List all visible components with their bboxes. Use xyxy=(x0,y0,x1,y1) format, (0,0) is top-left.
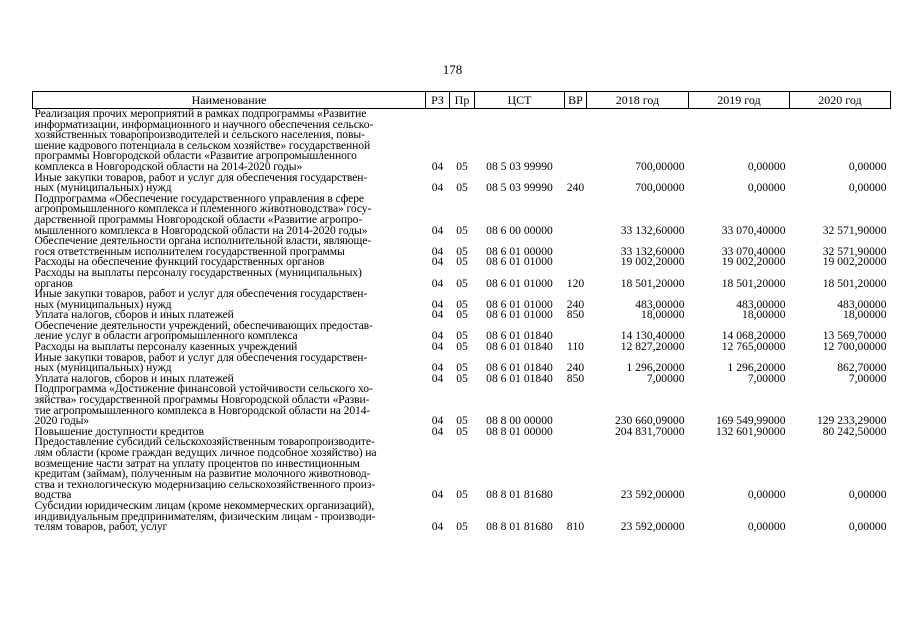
row-2020-cell: 18 501,20000 xyxy=(822,276,887,290)
row-cst-cell: 08 6 01 01840 xyxy=(486,371,553,385)
row-name-line: Предоставление субсидий сельскохозяйственным товаропроизводите- xyxy=(34,435,375,449)
row-2020-cell: 483,00000 xyxy=(837,297,887,311)
row-pr-cell: 05 xyxy=(456,297,468,311)
row-vr-cell: 240 xyxy=(566,361,585,375)
header-vr: ВР xyxy=(565,92,587,109)
row-2018-cell: 700,00000 xyxy=(635,181,685,195)
row-cst-cell: 08 6 01 01000 xyxy=(486,276,553,290)
row-name-line: органов xyxy=(34,276,73,290)
row-2020-cell: 7,00000 xyxy=(848,371,887,385)
page-number: 178 xyxy=(442,62,463,77)
row-2019-cell: 33 070,40000 xyxy=(721,244,786,258)
row-cst-cell: 08 6 00 00000 xyxy=(486,223,553,237)
row-name-cell xyxy=(33,170,426,195)
header-rz: РЗ xyxy=(426,92,450,109)
row-name-line: телям товаров, работ, услуг xyxy=(34,520,168,534)
row-name-line: гося ответственным исполнителем государственной программы xyxy=(34,244,345,258)
row-2018-cell: 33 132,60000 xyxy=(620,223,685,237)
row-2018-cell: 23 592,00000 xyxy=(620,520,685,534)
row-vr-cell xyxy=(565,257,587,268)
row-2018-cell: 19 002,20000 xyxy=(620,255,685,269)
row-vr-cell xyxy=(565,437,587,501)
row-name-line: ных (муниципальных) нужд xyxy=(34,361,172,375)
row-rz-cell: 04 xyxy=(431,340,444,354)
row-2019-cell: 18 501,20000 xyxy=(721,276,786,290)
row-vr-cell: 850 xyxy=(566,308,585,322)
row-name-cell xyxy=(33,350,426,375)
row-rz-cell: 04 xyxy=(431,297,444,311)
row-vr-cell: 240 xyxy=(566,181,585,195)
row-vr-cell xyxy=(565,427,587,438)
table-row xyxy=(33,353,891,374)
row-name-line: Обеспечение деятельности учреждений, обеспечивающих предостав- xyxy=(34,318,373,332)
row-name-line: Иные закупки товаров, работ и услуг для обеспечения государствен- xyxy=(34,170,368,184)
header-pr: Пр xyxy=(450,92,475,109)
row-rz-cell: 04 xyxy=(431,223,444,237)
row-name-line: водства xyxy=(34,488,72,502)
row-2020-cell: 80 242,50000 xyxy=(822,424,887,438)
row-2019-cell: 7,00000 xyxy=(747,371,786,385)
row-name-line: зяйства» государственной программы Новгородской области «Разви- xyxy=(34,393,370,407)
row-vr-cell: 810 xyxy=(566,520,585,534)
row-2019-cell: 18,00000 xyxy=(742,308,786,322)
row-2019-cell: 19 002,20000 xyxy=(721,255,786,269)
row-2018-cell: 23 592,00000 xyxy=(620,488,685,502)
row-name-line: Подпрограмма «Достижение финансовой устойчивости сельского хо- xyxy=(34,382,373,396)
row-name-line: Иные закупки товаров, работ и услуг для обеспечения государствен- xyxy=(34,350,368,364)
row-name-line: Обеспечение деятельности органа исполнительной власти, являюще- xyxy=(34,234,372,248)
row-rz-cell: 04 xyxy=(431,255,444,269)
row-2020-cell: 32 571,90000 xyxy=(822,244,887,258)
row-2018-cell: 700,00000 xyxy=(635,159,685,173)
row-2019-cell: 12 765,00000 xyxy=(721,340,786,354)
table-body xyxy=(33,109,891,533)
table-row xyxy=(33,194,891,236)
row-vr-cell xyxy=(565,236,587,257)
row-2019-cell: 0,00000 xyxy=(747,159,786,173)
row-2018-cell: 7,00000 xyxy=(646,371,685,385)
row-rz-cell: 04 xyxy=(431,308,444,322)
row-2019-cell: 483,00000 xyxy=(736,297,786,311)
row-2020-cell: 862,70000 xyxy=(837,361,887,375)
table-row xyxy=(33,268,891,289)
header-name: Наименование xyxy=(33,92,426,109)
row-2019-cell: 0,00000 xyxy=(747,488,786,502)
row-cst-cell: 08 6 01 01840 xyxy=(486,329,553,343)
row-cst-cell: 08 8 00 00000 xyxy=(486,414,553,428)
row-pr-cell: 05 xyxy=(456,329,468,343)
row-cst-cell: 08 8 01 00000 xyxy=(486,424,553,438)
row-2018-cell: 204 831,70000 xyxy=(614,424,685,438)
row-name-line: Повышение доступности кредитов xyxy=(34,424,204,438)
row-2020-cell: 18,00000 xyxy=(843,308,887,322)
row-name-line: Уплата налогов, сборов и иных платежей xyxy=(34,371,234,385)
row-pr-cell: 05 xyxy=(456,181,468,195)
row-2018-cell: 230 660,09000 xyxy=(614,414,685,428)
row-pr-cell: 05 xyxy=(456,340,468,354)
row-cst-cell: 08 6 01 01840 xyxy=(486,340,553,354)
header-2019: 2019 год xyxy=(689,92,790,109)
row-rz-cell: 04 xyxy=(431,244,444,258)
table-row xyxy=(33,437,891,501)
row-name-line: ление услуг в области агропромышленного комплекса xyxy=(34,329,298,343)
row-2020-cell: 19 002,20000 xyxy=(822,255,887,269)
row-2018-cell: 33 132,60000 xyxy=(620,244,685,258)
row-cst-cell: 08 5 03 99990 xyxy=(486,181,553,195)
table-header-row xyxy=(33,92,891,109)
row-name-cell xyxy=(33,236,426,257)
row-name-cell xyxy=(33,318,426,343)
row-cst-cell: 08 6 01 01000 xyxy=(486,308,553,322)
row-vr-cell: 120 xyxy=(566,276,585,290)
row-2019-cell: 169 549,99000 xyxy=(715,414,786,428)
table-row xyxy=(33,321,891,342)
row-vr-cell xyxy=(565,194,587,236)
row-name-line: Уплата налогов, сборов и иных платежей xyxy=(34,308,234,322)
row-name-cell xyxy=(33,265,426,290)
row-2018-cell: 1 296,20000 xyxy=(626,361,685,375)
row-pr-cell: 05 xyxy=(456,276,468,290)
row-name-line: ства и технологическую модернизацию сельскохозяйственного произ- xyxy=(34,477,376,491)
row-pr-cell: 05 xyxy=(456,308,468,322)
row-2019-cell: 33 070,40000 xyxy=(721,223,786,237)
row-rz-cell: 04 xyxy=(431,414,444,428)
row-rz-cell: 04 xyxy=(431,361,444,375)
row-name-line: Реализация прочих мероприятий в рамках подпрограммы «Развитие xyxy=(34,107,367,120)
row-name-line: 2020 годы» xyxy=(34,414,90,428)
row-2019-cell: 1 296,20000 xyxy=(727,361,786,375)
table-row xyxy=(33,289,891,310)
row-vr-cell xyxy=(565,384,587,426)
row-2020-cell: 0,00000 xyxy=(848,488,887,502)
header-2018: 2018 год xyxy=(587,92,689,109)
row-name-cell xyxy=(33,437,426,501)
row-2019-cell: 0,00000 xyxy=(747,181,786,195)
table-row xyxy=(33,501,891,533)
row-2020-cell: 0,00000 xyxy=(848,520,887,534)
row-2019-cell: 0,00000 xyxy=(747,520,786,534)
row-2019-cell: 14 068,20000 xyxy=(721,329,786,343)
row-2019-cell: 132 601,90000 xyxy=(715,424,786,438)
row-name-line: Иные закупки товаров, работ и услуг для обеспечения государствен- xyxy=(34,287,368,301)
row-rz-cell: 04 xyxy=(431,181,444,195)
row-name-line: Расходы на обеспечение функций государственных органов xyxy=(34,255,325,269)
row-name-line: возмещение части затрат на уплату процентов по инвестиционным xyxy=(34,456,360,470)
row-pr-cell: 05 xyxy=(456,520,468,534)
row-name-cell xyxy=(33,191,426,237)
row-2018-cell: 483,00000 xyxy=(635,297,685,311)
row-rz-cell: 04 xyxy=(431,329,444,343)
row-name-line: индивидуальным предпринимателям, физическим лицам - производи- xyxy=(34,509,376,523)
row-pr-cell: 05 xyxy=(456,255,468,269)
row-name-cell xyxy=(33,109,426,173)
row-2020-cell: 0,00000 xyxy=(848,181,887,195)
row-pr-cell: 05 xyxy=(456,371,468,385)
row-pr-cell: 05 xyxy=(456,159,468,173)
row-2018-cell: 18,00000 xyxy=(641,308,685,322)
row-name-cell xyxy=(33,384,426,426)
row-name-line: агропромышленного комплекса и племенного животноводства» госу- xyxy=(34,202,372,216)
row-2020-cell: 13 569,70000 xyxy=(822,329,887,343)
row-vr-cell: 850 xyxy=(566,371,585,385)
row-name-line: ных (муниципальных) нужд xyxy=(34,297,172,311)
row-rz-cell: 04 xyxy=(431,276,444,290)
row-2020-cell: 32 571,90000 xyxy=(822,223,887,237)
row-cst-cell: 08 8 01 81680 xyxy=(486,488,553,502)
row-name-cell xyxy=(33,498,426,534)
row-pr-cell: 05 xyxy=(456,361,468,375)
row-vr-cell xyxy=(565,321,587,342)
row-name-line: дарственной программы Новгородской области «Развитие агропро- xyxy=(34,212,363,226)
row-name-line: комплекса в Новгородской области на 2014-2020 годы» xyxy=(34,159,303,173)
row-cst-cell: 08 6 01 01000 xyxy=(486,255,553,269)
row-name-line: Расходы на выплаты персоналу государственных (муниципальных) xyxy=(34,265,362,279)
row-name-line: Расходы на выплаты персоналу казенных учреждений xyxy=(34,340,298,354)
row-cst-cell: 08 5 03 99990 xyxy=(486,159,553,173)
row-name-line: хозяйственных товаропроизводителей и сельского населения, повы- xyxy=(34,128,365,142)
row-name-line: Подпрограмма «Обеспечение государственного управления в сфере xyxy=(34,191,364,205)
row-name-line: лям области (кроме граждан ведущих личное подсобное хозяйство) на xyxy=(34,446,377,459)
row-2020-cell: 12 700,00000 xyxy=(822,340,887,354)
row-pr-cell: 05 xyxy=(456,223,468,237)
table-row xyxy=(33,109,891,173)
row-vr-cell: 110 xyxy=(567,340,584,354)
row-name-line: тие агропромышленного комплекса в Новгородской области на 2014- xyxy=(34,403,371,417)
row-rz-cell: 04 xyxy=(431,520,444,534)
header-2020: 2020 год xyxy=(790,92,891,109)
row-cst-cell: 08 6 01 01000 xyxy=(486,297,553,311)
row-rz-cell: 04 xyxy=(431,424,444,438)
row-name-cell xyxy=(33,289,426,310)
table-row xyxy=(33,236,891,257)
row-cst-cell: 08 6 01 01840 xyxy=(486,361,553,375)
row-cst-cell: 08 6 01 00000 xyxy=(486,244,553,258)
row-name-line: информатизации, информационного и научного обеспечения сельско- xyxy=(34,117,374,131)
row-2020-cell: 0,00000 xyxy=(848,159,887,173)
row-2018-cell: 12 827,20000 xyxy=(620,340,685,354)
row-name-line: ных (муниципальных) нужд xyxy=(34,181,172,195)
table-row xyxy=(33,173,891,194)
header-cst: ЦСТ xyxy=(475,92,565,109)
row-2020-cell: 129 233,29000 xyxy=(816,414,887,428)
row-name-line: кредитам (займам), полученным на развитие молочного животновод- xyxy=(34,467,371,481)
row-cst-cell: 08 8 01 81680 xyxy=(486,520,553,534)
row-name-line: программы Новгородской области «Развитие агропромышленного xyxy=(34,149,357,163)
row-name-line: мышленного комплекса в Новгородской области на 2014-2020 годы» xyxy=(34,223,368,237)
row-pr-cell: 05 xyxy=(456,244,468,258)
row-pr-cell: 05 xyxy=(456,488,468,502)
row-vr-cell xyxy=(565,109,587,173)
row-pr-cell: 05 xyxy=(456,414,468,428)
row-pr-cell: 05 xyxy=(456,424,468,438)
row-vr-cell: 240 xyxy=(566,297,585,311)
row-name-line: Субсидии юридическим лицам (кроме некоммерческих организаций), xyxy=(34,498,375,512)
row-name-line: шение кадрового потенциала в сельском хозяйстве» государственной xyxy=(34,138,371,152)
row-rz-cell: 04 xyxy=(431,488,444,502)
row-rz-cell: 04 xyxy=(431,159,444,173)
table-row xyxy=(33,384,891,426)
row-2018-cell: 14 130,40000 xyxy=(620,329,685,343)
row-rz-cell: 04 xyxy=(431,371,444,385)
budget-table xyxy=(32,91,891,533)
row-2018-cell: 18 501,20000 xyxy=(620,276,685,290)
